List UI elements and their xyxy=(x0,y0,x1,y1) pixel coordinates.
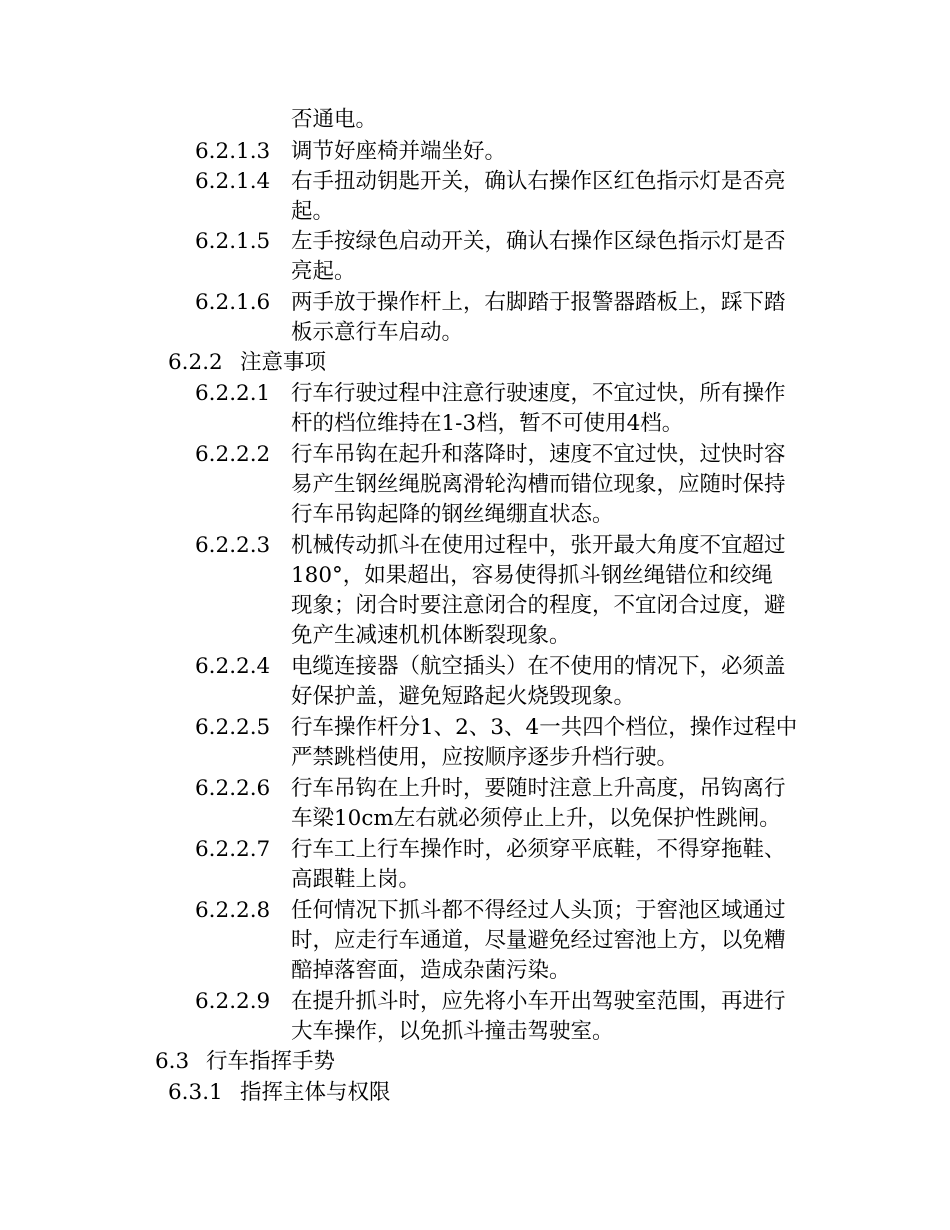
section-number: 6.2.2 xyxy=(168,350,223,375)
item-number: 6.2.2.4 xyxy=(195,654,271,679)
item-text-line: 行车吊钩在上升时，要随时注意上升高度，吊钩离行 xyxy=(291,776,786,801)
item-text-line: 两手放于操作杆上，右脚踏于报警器踏板上，踩下踏 xyxy=(291,290,786,315)
item-text-line: 高跟鞋上岗。 xyxy=(291,867,421,892)
item-number: 6.2.1.4 xyxy=(195,169,271,194)
item-text-line: 免产生减速机机体断裂现象。 xyxy=(291,623,571,648)
item-text-line: 右手扭动钥匙开关，确认右操作区红色指示灯是否亮 xyxy=(291,169,786,194)
section-heading: 行车指挥手势 xyxy=(206,1049,336,1074)
item-number: 6.2.2.3 xyxy=(195,533,271,558)
item-text-line: 任何情况下抓斗都不得经过人头顶；于窖池区域通过 xyxy=(291,898,786,923)
item-number: 6.2.2.1 xyxy=(195,381,271,406)
item-text-line: 现象；闭合时要注意闭合的程度，不宜闭合过度，避 xyxy=(291,593,786,618)
item-text-line: 行车吊钩起降的钢丝绳绷直状态。 xyxy=(291,502,614,527)
section-heading: 注意事项 xyxy=(240,350,327,375)
item-text-line: 调节好座椅并端坐好。 xyxy=(291,139,507,164)
item-number: 6.2.2.5 xyxy=(195,715,271,740)
item-number: 6.2.2.8 xyxy=(195,898,271,923)
item-text-line: 亮起。 xyxy=(291,259,356,284)
item-text-line: 行车工上行车操作时，必须穿平底鞋，不得穿拖鞋、 xyxy=(291,837,786,862)
item-number: 6.2.2.6 xyxy=(195,776,271,801)
section-number: 6.3 xyxy=(155,1049,190,1074)
item-text-line: 电缆连接器（航空插头）在不使用的情况下，必须盖 xyxy=(291,654,786,679)
item-text-line: 时，应走行车通道，尽量避免经过窖池上方，以免糟 xyxy=(291,928,786,953)
item-text-line: 板示意行车启动。 xyxy=(291,320,464,345)
item-text-line: 在提升抓斗时，应先将小车开出驾驶室范围，再进行 xyxy=(291,989,786,1014)
item-text-line: 严禁跳档使用，应按顺序逐步升档行驶。 xyxy=(291,745,679,770)
item-text-line: 好保护盖，避免短路起火烧毁现象。 xyxy=(291,684,636,709)
item-number: 6.2.1.6 xyxy=(195,290,271,315)
item-text-line: 车梁10cm左右就必须停止上升，以免保护性跳闸。 xyxy=(291,806,781,831)
item-text-line: 易产生钢丝绳脱离滑轮沟槽而错位现象，应随时保持 xyxy=(291,472,786,497)
item-text-line: 大车操作，以免抓斗撞击驾驶室。 xyxy=(291,1019,614,1044)
item-text-line: 否通电。 xyxy=(291,107,378,132)
item-text-line: 行车操作杆分1、2、3、4一共四个档位，操作过程中 xyxy=(291,715,798,740)
item-text-line: 杆的档位维持在1-3档，暂不可使用4档。 xyxy=(291,411,684,436)
item-number: 6.2.1.5 xyxy=(195,229,271,254)
item-text-line: 机械传动抓斗在使用过程中，张开最大角度不宜超过 xyxy=(291,533,786,558)
item-text-line: 左手按绿色启动开关，确认右操作区绿色指示灯是否 xyxy=(291,229,786,254)
item-text-line: 行车吊钩在起升和落降时，速度不宜过快，过快时容 xyxy=(291,442,786,467)
item-text-line: 醅掉落窖面，造成杂菌污染。 xyxy=(291,958,571,983)
item-number: 6.2.2.2 xyxy=(195,442,271,467)
item-number: 6.2.2.9 xyxy=(195,989,271,1014)
section-number: 6.3.1 xyxy=(168,1080,223,1105)
item-text-line: 行车行驶过程中注意行驶速度，不宜过快，所有操作 xyxy=(291,381,786,406)
item-number: 6.2.2.7 xyxy=(195,837,271,862)
item-number: 6.2.1.3 xyxy=(195,139,271,164)
item-text-line: 起。 xyxy=(291,199,335,224)
item-text-line: 180°，如果超出，容易使得抓斗钢丝绳错位和绞绳 xyxy=(291,563,773,588)
section-heading: 指挥主体与权限 xyxy=(240,1080,391,1105)
